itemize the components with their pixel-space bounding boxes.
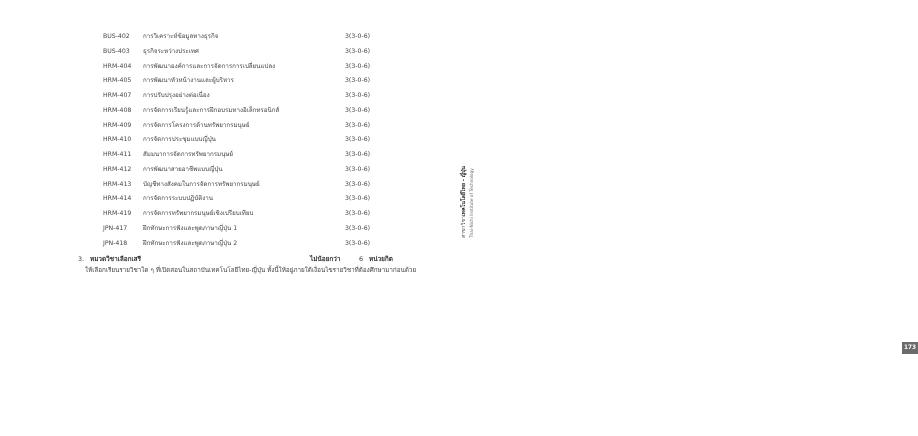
- section-description: ให้เลือกเรียนรายวิชาใด ๆ ที่เปิดสอนในสถาบันเทคโนโลยีไทย-ญี่ปุ่น ทั้งนี้ให้อยู่ภายใต้เงื่อนไขรายวิชาที่ต้องศึกษามาก่อนด้วย: [85, 267, 417, 274]
- course-title: การจัดการระบบปฏิบัติงาน: [143, 195, 213, 203]
- course-credit: 3(3-0-6): [345, 136, 371, 144]
- section-number: 3.: [78, 255, 85, 263]
- course-title: สัมมนาการจัดการทรัพยากรมนุษย์: [143, 151, 234, 158]
- course-row: [0, 119, 440, 132]
- course-row: [0, 178, 440, 191]
- section-min-label: ไม่น้อยกว่า: [310, 255, 341, 263]
- course-code: HRM-404: [103, 62, 132, 70]
- side-tab-label-sub: Thai-Nichi Institute of Technology: [469, 168, 474, 238]
- course-title: การพัฒนาสายอาชีพแบบญี่ปุ่น: [143, 165, 223, 173]
- course-code: JPN-417: [103, 224, 128, 232]
- course-row: [0, 192, 440, 205]
- course-row: [0, 207, 440, 220]
- course-code: JPN-418: [103, 239, 128, 247]
- course-credit: 3(3-0-6): [345, 210, 371, 217]
- course-code: HRM-419: [103, 210, 132, 217]
- course-credit: 3(3-0-6): [345, 165, 371, 173]
- course-code: HRM-410: [103, 136, 132, 144]
- course-credit: 3(3-0-6): [345, 47, 371, 55]
- course-credit: 3(3-0-6): [345, 121, 371, 129]
- course-credit: 3(3-0-6): [345, 239, 371, 247]
- course-title: การพัฒนาหัวหน้างานและผู้บริหาร: [143, 77, 234, 85]
- section-credits: 6: [359, 255, 364, 263]
- course-title: การจัดการเรียนรู้และการฝึกอบรมทางอิเล็กทรอนิกส์: [143, 106, 280, 114]
- course-credit: 3(3-0-6): [345, 62, 371, 70]
- course-row: [0, 45, 440, 58]
- course-code: HRM-405: [103, 77, 132, 85]
- course-credit: 3(3-0-6): [345, 33, 371, 40]
- course-row: [0, 60, 440, 73]
- course-credit: 3(3-0-6): [345, 77, 371, 85]
- course-row: [0, 133, 440, 146]
- course-code: BUS-402: [103, 33, 130, 40]
- page-number: 173: [902, 342, 918, 354]
- course-credit: 3(3-0-6): [345, 92, 371, 99]
- course-code: HRM-414: [103, 195, 132, 203]
- side-tab-label-bold: เทคโนโลยีไทย - ญี่ปุ่น: [461, 166, 467, 217]
- course-title: การปรับปรุงอย่างต่อเนื่อง: [143, 92, 210, 99]
- course-credit: 3(3-0-6): [345, 224, 371, 232]
- course-code: HRM-412: [103, 165, 132, 173]
- section-title: หมวดวิชาเลือกเสรี: [90, 255, 142, 263]
- side-tab-label-prefix: สาขาวิชา: [461, 216, 467, 238]
- course-credit: 3(3-0-6): [345, 195, 371, 203]
- side-tab-label: [461, 166, 475, 238]
- course-row: [0, 89, 440, 102]
- course-title: การวิเคราะห์ข้อมูลทางธุรกิจ: [143, 33, 219, 40]
- course-title: การจัดการโครงการด้านทรัพยากรมนุษย์: [143, 121, 250, 129]
- course-row: [0, 237, 440, 250]
- section-credit-unit: หน่วยกิต: [369, 255, 393, 263]
- course-row: [0, 222, 440, 235]
- course-credit: 3(3-0-6): [345, 151, 371, 158]
- course-title: การจัดการประชุมแบบญี่ปุ่น: [143, 136, 216, 144]
- course-title: ฝึกทักษะการฟังและพูดภาษาญี่ปุ่น 1: [143, 224, 238, 232]
- free-elective-section-header: [78, 253, 418, 265]
- course-code: HRM-413: [103, 180, 132, 188]
- course-row: [0, 148, 440, 161]
- course-row: [0, 74, 440, 87]
- course-title: บัญชีทางสังคมในการจัดการทรัพยากรมนุษย์: [143, 180, 260, 188]
- course-code: HRM-407: [103, 92, 132, 99]
- course-title: ฝึกทักษะการฟังและพูดภาษาญี่ปุ่น 2: [143, 239, 238, 247]
- course-credit: 3(3-0-6): [345, 180, 371, 188]
- course-row: [0, 163, 440, 176]
- course-row: [0, 104, 440, 117]
- course-title: ธุรกิจระหว่างประเทศ: [143, 47, 199, 55]
- course-title: การจัดการทรัพยากรมนุษย์เชิงเปรียบเทียบ: [143, 210, 254, 217]
- course-row: [0, 30, 440, 43]
- course-title: การพัฒนาองค์การและการจัดการการเปลี่ยนแปลง: [143, 62, 276, 70]
- course-code: BUS-403: [103, 47, 130, 55]
- course-code: HRM-409: [103, 121, 132, 129]
- course-credit: 3(3-0-6): [345, 106, 371, 114]
- course-code: HRM-411: [103, 151, 132, 158]
- course-code: HRM-408: [103, 106, 132, 114]
